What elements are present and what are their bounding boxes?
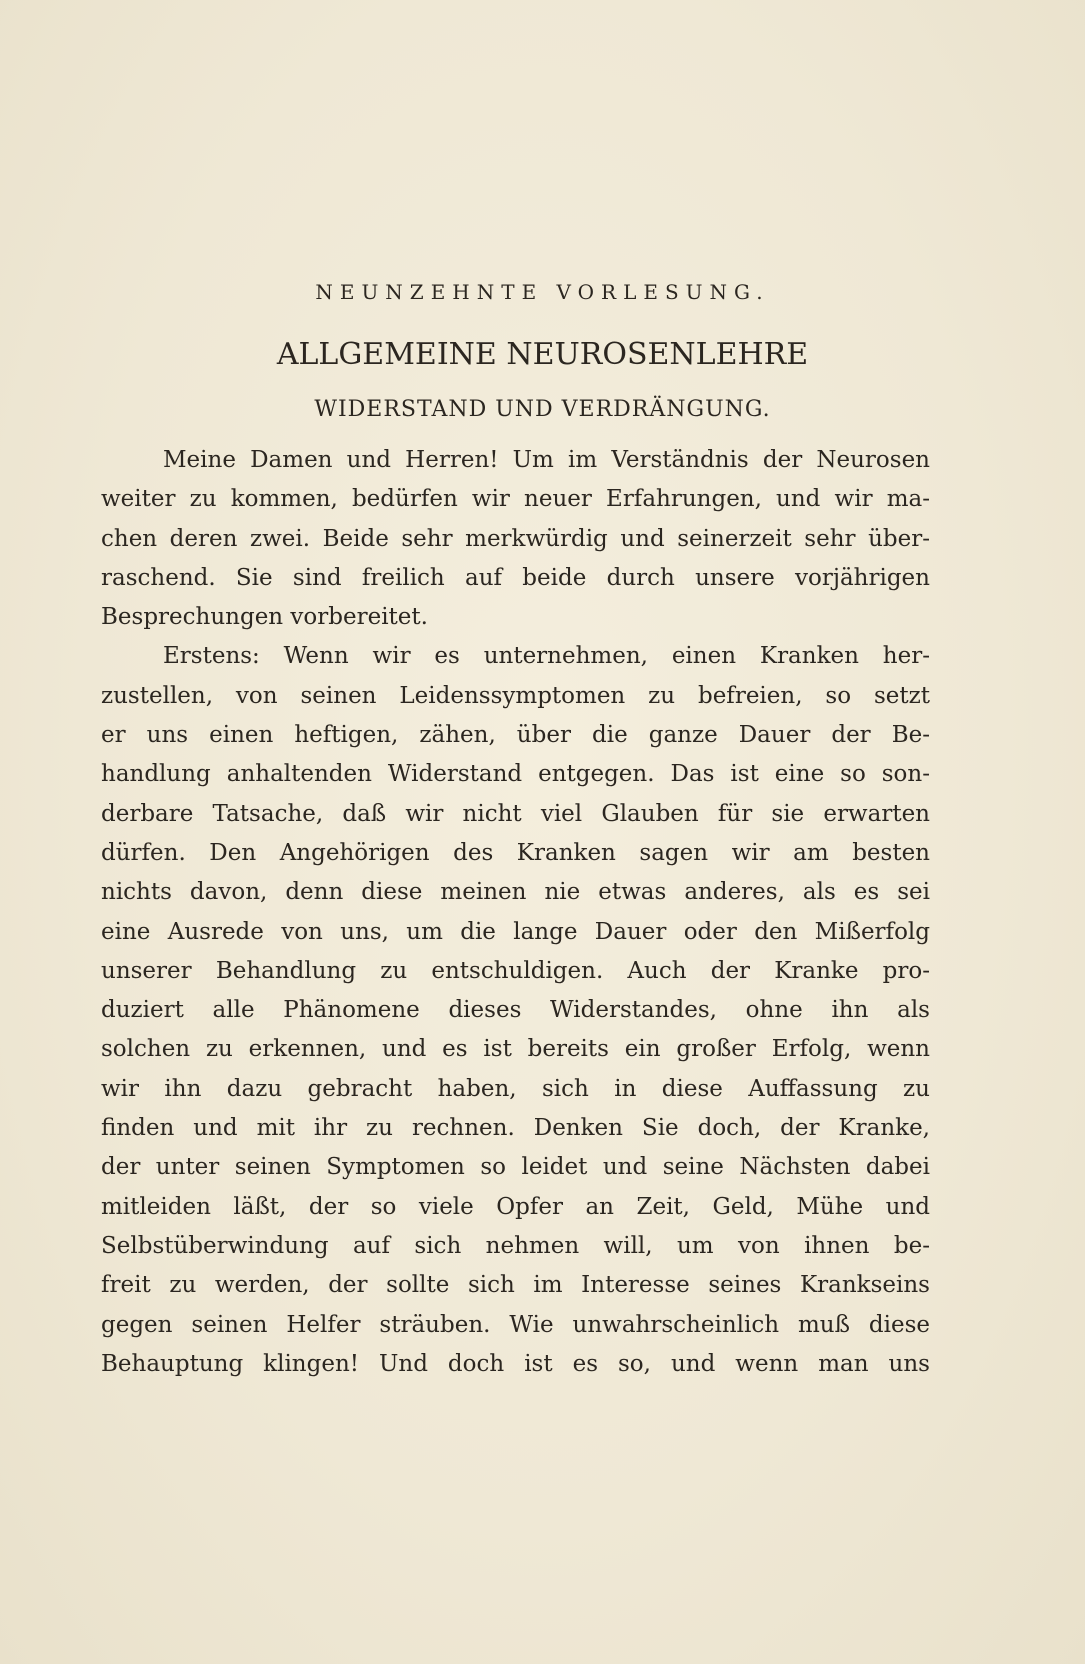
text-line: Behauptung klingen! Und doch ist es so, und wenn man uns bbox=[101, 1350, 930, 1377]
text-line: unserer Behandlung zu entschuldigen. Auch der Kranke pro- bbox=[101, 957, 930, 984]
text-line: der unter seinen Symptomen so leidet und seine Nächsten dabei bbox=[101, 1154, 930, 1181]
text-line: chen deren zwei. Beide sehr merkwürdig und seinerzeit sehr über- bbox=[101, 525, 930, 552]
text-line: finden und mit ihr zu rechnen. Denken Sie doch, der Kranke, bbox=[101, 1115, 930, 1142]
chapter-title: ALLGEMEINE NEUROSENLEHRE bbox=[276, 337, 809, 372]
body-text bbox=[101, 441, 930, 1384]
text-line: weiter zu kommen, bedürfen wir neuer Erfahrungen, und wir ma- bbox=[101, 486, 930, 513]
chapter-subtitle: WIDERSTAND UND VERDRÄNGUNG. bbox=[314, 397, 771, 422]
text-line: nichts davon, denn diese meinen nie etwas anderes, als es sei bbox=[101, 879, 930, 906]
text-line: solchen zu erkennen, und es ist bereits ein großer Erfolg, wenn bbox=[101, 1036, 930, 1063]
text-line: duziert alle Phänomene dieses Widerstandes, ohne ihn als bbox=[101, 997, 930, 1024]
text-line: zustellen, von seinen Leidenssymptomen zu befreien, so setzt bbox=[101, 682, 930, 709]
text-line: Besprechungen vorbereitet. bbox=[101, 604, 428, 631]
text-line: handlung anhaltenden Widerstand entgegen. Das ist eine so son- bbox=[101, 761, 930, 788]
text-line: Selbstüberwindung auf sich nehmen will, um von ihnen be- bbox=[101, 1232, 930, 1259]
text-line: Meine Damen und Herren! Um im Verständnis der Neurosen bbox=[163, 447, 930, 473]
text-line: gegen seinen Helfer sträuben. Wie unwahrscheinlich muß diese bbox=[101, 1311, 930, 1338]
text-line: derbare Tatsache, daß wir nicht viel Glauben für sie erwarten bbox=[101, 800, 930, 827]
text-line: eine Ausrede von uns, um die lange Dauer oder den Mißerfolg bbox=[101, 918, 930, 945]
text-line: raschend. Sie sind freilich auf beide durch unsere vorjährigen bbox=[101, 564, 930, 591]
text-line: er uns einen heftigen, zähen, über die ganze Dauer der Be- bbox=[101, 722, 930, 749]
lecture-heading: NEUNZEHNTE VORLESUNG. bbox=[315, 280, 770, 304]
text-line: dürfen. Den Angehörigen des Kranken sagen wir am besten bbox=[101, 839, 930, 866]
text-line: freit zu werden, der sollte sich im Interesse seines Krankseins bbox=[101, 1272, 930, 1299]
text-line: Erstens: Wenn wir es unternehmen, einen Kranken her- bbox=[163, 643, 930, 670]
text-line: wir ihn dazu gebracht haben, sich in diese Auffassung zu bbox=[101, 1075, 930, 1102]
text-line: mitleiden läßt, der so viele Opfer an Zeit, Geld, Mühe und bbox=[101, 1193, 930, 1220]
